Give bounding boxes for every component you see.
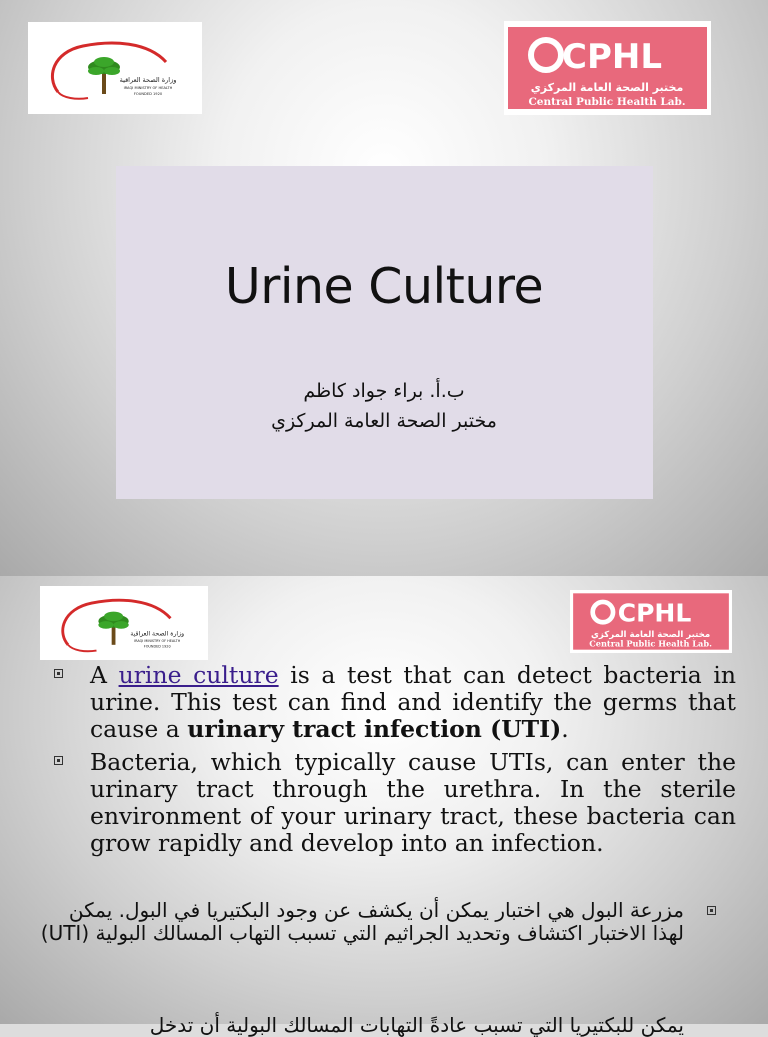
square-bullet-icon xyxy=(707,906,716,915)
moh-emblem-icon xyxy=(28,22,202,114)
arabic-bullet-text: مزرعة البول هي اختبار يمكن أن يكشف عن وجود البكتيريا في البول. يمكن لهذا الاختبار اكتشاف وتحديد الجراثيم التي تسبب التهاب المسالك البولية (UTI) xyxy=(40,898,684,945)
cphl-logo-en: Central Public Health Lab. xyxy=(589,638,712,649)
cphl-logo xyxy=(570,590,732,653)
arabic-cut-text: يمكن للبكتيريا التي تسبب عادةً التهابات المسالك البولية أن تدخل xyxy=(149,1013,684,1037)
bullet-text: . xyxy=(561,715,569,743)
urine-culture-link[interactable]: urine culture xyxy=(118,661,279,689)
bullet-item xyxy=(52,662,736,743)
author-name: ب.أ. براء جواد كاظم xyxy=(303,380,465,402)
cphl-emblem-icon xyxy=(504,21,711,115)
bullet-text: Bacteria, which typically cause UTIs, can enter the urinary tract through the urethra. In the sterile environment of your urinary tract, these bacteria can grow rapidly and develop into an infection. xyxy=(90,748,736,857)
moh-logo-en: IRAQI MINISTRY OF HEALTH xyxy=(123,86,173,90)
moh-logo-ar: وزارة الصحة العراقية xyxy=(119,76,177,84)
cphl-logo-acronym: CPHL xyxy=(562,37,662,77)
bullet-list xyxy=(52,662,736,863)
bullet-item xyxy=(52,749,736,857)
bullet-text: is a test that can detect bacteria in urine. This test can find and identify the germs that cause a xyxy=(90,661,736,743)
slide-title: Urine Culture xyxy=(224,258,544,315)
moh-logo xyxy=(40,586,208,660)
cphl-emblem-icon xyxy=(570,590,732,653)
cphl-logo xyxy=(504,21,711,115)
square-bullet-icon xyxy=(54,756,63,765)
moh-logo-founded: FOUNDED 1920 xyxy=(143,644,171,649)
moh-logo xyxy=(28,22,202,114)
uti-bold-text: urinary tract infection (UTI) xyxy=(187,715,562,743)
arabic-bullet xyxy=(34,899,718,945)
arabic-bullet-cut xyxy=(34,1013,718,1037)
bullet-text: A xyxy=(90,661,119,689)
cphl-logo-acronym: CPHL xyxy=(617,598,692,628)
cphl-logo-en: Central Public Health Lab. xyxy=(528,96,686,108)
cphl-logo-ar: مختبر الصحة العامة المركزي xyxy=(530,81,684,94)
square-bullet-icon xyxy=(54,669,63,678)
cphl-logo-ar: مختبر الصحة العامة المركزي xyxy=(591,630,711,641)
moh-emblem-icon xyxy=(40,586,208,660)
content-slide xyxy=(0,576,768,1037)
moh-logo-founded: FOUNDED 1920 xyxy=(133,92,163,96)
title-card xyxy=(116,166,653,499)
moh-logo-ar: وزارة الصحة العراقية xyxy=(130,630,185,638)
moh-logo-en: IRAQI MINISTRY OF HEALTH xyxy=(134,638,181,643)
author-affiliation: مختبر الصحة العامة المركزي xyxy=(271,410,497,432)
